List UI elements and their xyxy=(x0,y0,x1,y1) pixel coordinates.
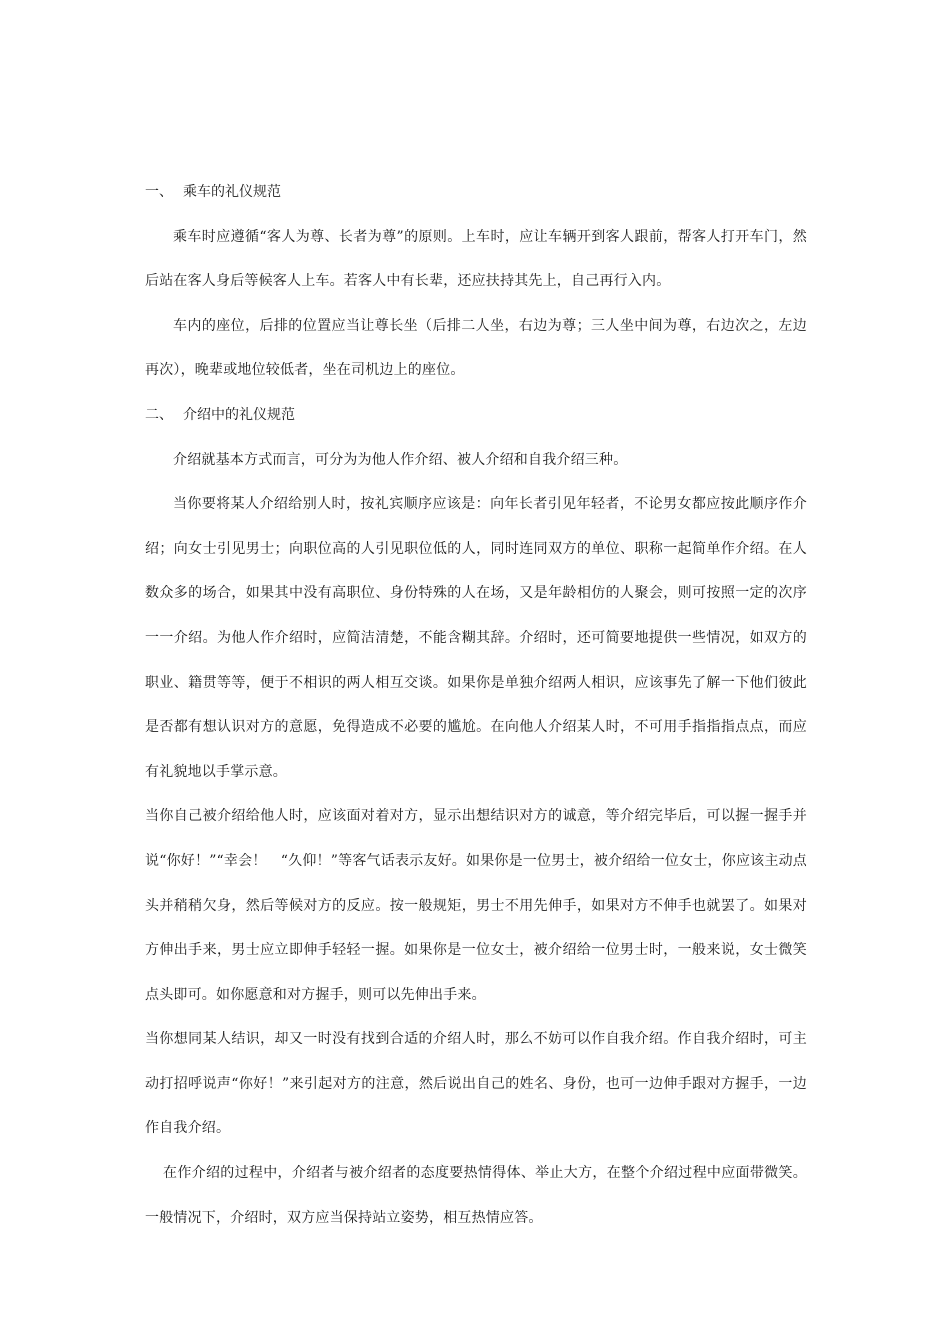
paragraph-line: 说“你好！”“幸会！ “久仰！”等客气话表示友好。如果你是一位男士，被介绍给一位女士，你应该主动点 xyxy=(145,852,807,869)
paragraph-line: 再次），晚辈或地位较低者，坐在司机边上的座位。 xyxy=(145,362,465,379)
section-title: 介绍中的礼仪规范 xyxy=(183,406,295,423)
paragraph-line: 当你要将某人介绍给别人时，按礼宾顺序应该是：向年长者引见年轻者，不论男女都应按此顺序作介 xyxy=(173,496,807,513)
paragraph-line: 绍；向女士引见男士；向职位高的人引见职位低的人，同时连同双方的单位、职称一起简单作介绍。在人 xyxy=(145,540,807,557)
section-heading-1 xyxy=(145,170,807,215)
paragraph-line: 头并稍稍欠身，然后等候对方的反应。按一般规矩，男士不用先伸手，如果对方不伸手也就罢了。如果对 xyxy=(145,897,807,914)
paragraph-line: 后站在客人身后等候客人上车。若客人中有长辈，还应扶持其先上，自己再行入内。 xyxy=(145,273,671,290)
paragraph-line: 是否都有想认识对方的意愿，免得造成不必要的尴尬。在向他人介绍某人时，不可用手指指指点点，而应 xyxy=(145,719,807,736)
section-number: 二、 xyxy=(145,406,173,423)
paragraph-line: 方伸出手来，男士应立即伸手轻轻一握。如果你是一位女士，被介绍给一位男士时，一般来说，女士微笑 xyxy=(145,942,807,959)
paragraph-line: 数众多的场合，如果其中没有高职位、身份特殊的人在场，又是年龄相仿的人聚会，则可按照一定的次序 xyxy=(145,585,807,602)
paragraph-line: 当你想同某人结识，却又一时没有找到合适的介绍人时，那么不妨可以作自我介绍。作自我介绍时，可主 xyxy=(145,1031,807,1048)
paragraph-line: 职业、籍贯等等，便于不相识的两人相互交谈。如果你是单独介绍两人相识，应该事先了解一下他们彼此 xyxy=(145,674,807,691)
section-heading-2 xyxy=(145,393,807,438)
paragraph-line: 乘车时应遵循“客人为尊、长者为尊”的原则。上车时，应让车辆开到客人跟前，帮客人打开车门，然 xyxy=(173,228,807,245)
document-body xyxy=(145,170,807,1240)
paragraph-line: 在作介绍的过程中，介绍者与被介绍者的态度要热情得体、举止大方，在整个介绍过程中应面带微笑。 xyxy=(163,1165,807,1182)
section-title: 乘车的礼仪规范 xyxy=(183,184,281,200)
paragraph-line: 介绍就基本方式而言，可分为为他人作介绍、被人介绍和自我介绍三种。 xyxy=(173,451,628,468)
paragraph-line: 作自我介绍。 xyxy=(145,1120,231,1137)
paragraph-line: 一一介绍。为他人作介绍时，应简洁清楚，不能含糊其辞。介绍时，还可简要地提供一些情况，如双方的 xyxy=(145,629,807,646)
paragraph-line: 车内的座位，后排的位置应当让尊长坐（后排二人坐，右边为尊；三人坐中间为尊，右边次之，左边 xyxy=(173,317,807,334)
paragraph-line: 点头即可。如你愿意和对方握手，则可以先伸出手来。 xyxy=(145,986,486,1003)
section-number: 一、 xyxy=(145,184,173,200)
paragraph-line: 一般情况下，介绍时，双方应当保持站立姿势，相互热情应答。 xyxy=(145,1209,543,1226)
paragraph-line: 动打招呼说声“你好！”来引起对方的注意，然后说出自己的姓名、身份，也可一边伸手跟对方握手，一边 xyxy=(145,1075,807,1092)
paragraph-line: 有礼貌地以手掌示意。 xyxy=(145,763,287,780)
paragraph-line: 当你自己被介绍给他人时，应该面对着对方，显示出想结识对方的诚意，等介绍完毕后，可以握一握手并 xyxy=(145,808,807,825)
